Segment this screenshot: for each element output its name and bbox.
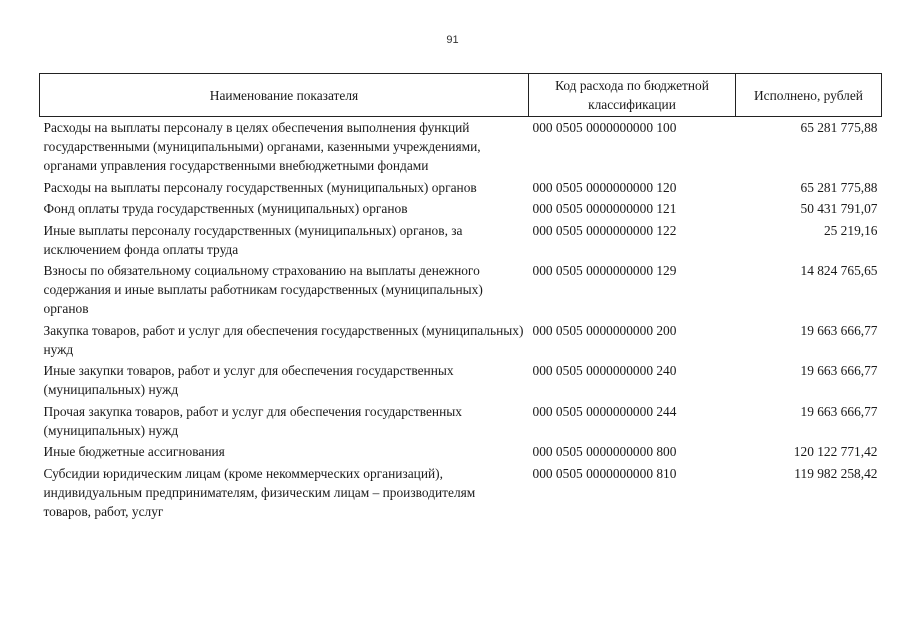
row-expense-code: 000 0505 0000000000 810 — [532, 465, 677, 481]
row-expense-code: 000 0505 0000000000 121 — [532, 201, 677, 216]
table-row — [40, 320, 882, 361]
row-expense-code: 000 0505 0000000000 129 — [532, 263, 677, 278]
table-row — [40, 463, 882, 523]
row-indicator-name: Прочая закупка товаров, работ и услуг для обеспечения государственных (муниципальных) нужд — [43, 403, 462, 438]
row-executed-amount: 19 663 666,77 — [800, 363, 878, 378]
row-executed-amount: 65 281 775,88 — [800, 179, 878, 195]
row-indicator-name: Закупка товаров, работ и услуг для обеспечения государственных (муниципальных) нужд — [43, 322, 524, 357]
row-executed-amount: 65 281 775,88 — [800, 120, 878, 135]
row-indicator-name: Иные закупки товаров, работ и услуг для обеспечения государственных (муниципальных) нужд — [43, 363, 454, 397]
row-expense-code: 000 0505 0000000000 200 — [532, 322, 677, 338]
row-executed-amount: 50 431 791,07 — [800, 201, 878, 216]
table-row — [40, 401, 882, 442]
row-executed-amount: 25 219,16 — [823, 222, 878, 238]
row-expense-code: 000 0505 0000000000 100 — [532, 120, 677, 135]
page-number: 91 — [446, 34, 459, 46]
row-indicator-name: Иные выплаты персоналу государственных (муниципальных) органов, за исключением фонда оплаты труда — [43, 222, 463, 257]
table-row — [40, 117, 882, 177]
header-indicator-name: Наименование показателя — [40, 74, 529, 117]
row-expense-code: 000 0505 0000000000 244 — [532, 403, 677, 419]
row-indicator-name: Субсидии юридическим лицам (кроме некоммерческих организаций), индивидуальным предпринимателям, физическим лицам – производителям товаров, работ, услуг — [43, 465, 476, 519]
row-indicator-name: Фонд оплаты труда государственных (муниципальных) органов — [43, 201, 408, 216]
row-indicator-name: Расходы на выплаты персоналу в целях обеспечения выполнения функций государственными (муниципальными) органами, казенными учреждениями, органами управления государственными внебюджетными фондами — [43, 120, 481, 173]
table-row — [40, 260, 882, 320]
row-expense-code: 000 0505 0000000000 800 — [532, 444, 677, 459]
table-row — [40, 360, 882, 401]
row-executed-amount: 19 663 666,77 — [800, 322, 878, 338]
row-executed-amount: 119 982 258,42 — [794, 465, 878, 481]
row-executed-amount: 19 663 666,77 — [800, 403, 878, 419]
table-row — [40, 441, 882, 463]
budget-execution-table — [39, 73, 882, 522]
row-expense-code: 000 0505 0000000000 240 — [532, 363, 677, 378]
row-indicator-name: Расходы на выплаты персоналу государственных (муниципальных) органов — [43, 179, 477, 195]
row-indicator-name: Взносы по обязательному социальному страхованию на выплаты денежного содержания и иные выплаты работникам государственных (муниципальных) органов — [43, 263, 483, 316]
row-indicator-name: Иные бюджетные ассигнования — [43, 444, 225, 459]
row-expense-code: 000 0505 0000000000 120 — [532, 179, 677, 195]
header-expense-code: Код расхода по бюджетной классификации — [529, 74, 736, 117]
table-row — [40, 177, 882, 199]
table-row — [40, 198, 882, 220]
header-executed-amount: Исполнено, рублей — [736, 74, 882, 117]
row-executed-amount: 120 122 771,42 — [793, 444, 878, 459]
row-expense-code: 000 0505 0000000000 122 — [532, 222, 677, 238]
table-header-row — [40, 74, 882, 117]
row-executed-amount: 14 824 765,65 — [800, 263, 878, 278]
table-row — [40, 220, 882, 261]
